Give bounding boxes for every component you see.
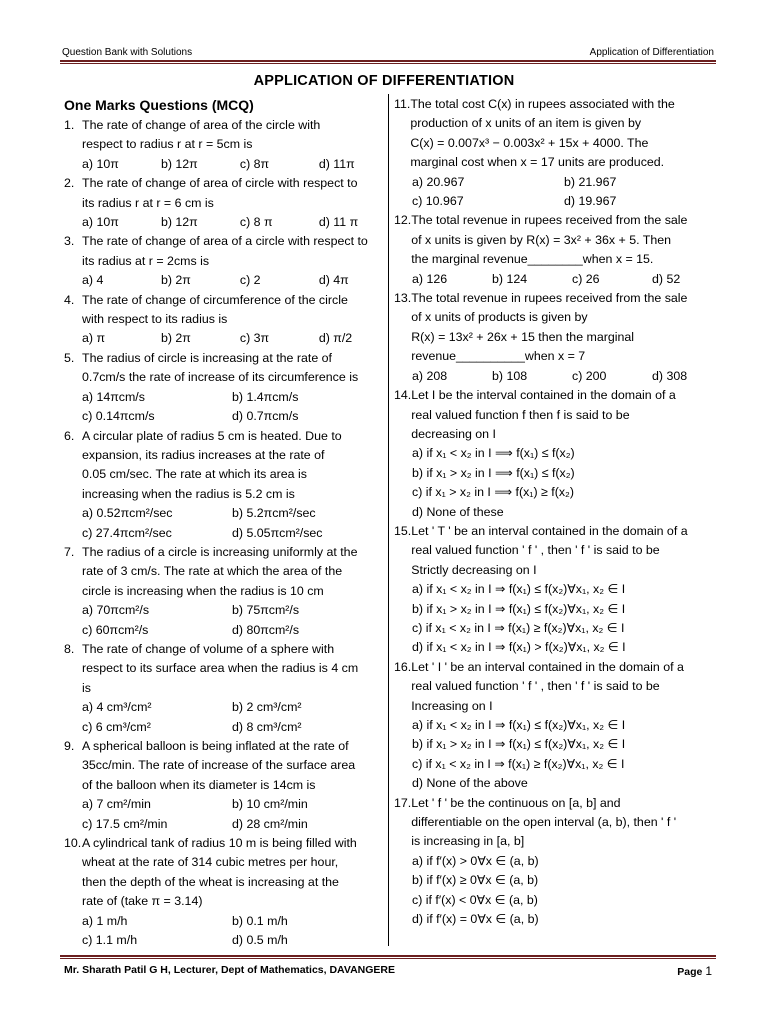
answer-option: d) 308: [652, 368, 688, 383]
question-line: marginal cost when x = 17 units are produced.: [410, 155, 665, 170]
answer-option: b) 108: [492, 368, 528, 383]
question-line: expansion, its radius increases at the rate of: [82, 447, 325, 462]
answer-option: d) 0.7πcm/s: [232, 409, 299, 424]
footer-rule-thin: [60, 958, 716, 959]
answer-option: c) 2: [239, 273, 261, 288]
question-item: [64, 834, 382, 950]
question-line: wheat at the rate of 314 cubic metres per hour,: [82, 855, 339, 870]
question-list-left: [64, 116, 382, 950]
question-line: differentiable on the open interval (a, b), then ' f ': [411, 815, 677, 830]
question-list-right: [394, 95, 716, 929]
answer-option: d) 4π: [318, 273, 349, 288]
question-text: [82, 174, 382, 213]
option-list: [394, 716, 716, 794]
question-line: is increasing in [a, b]: [411, 834, 525, 849]
answer-option: c) 6 cm³/cm²: [82, 719, 151, 734]
question-line: circle is increasing when the radius is 10 cm: [82, 583, 324, 598]
answer-option: c) 8 π: [239, 215, 273, 230]
question-text: [82, 737, 382, 795]
option-grid: [64, 912, 382, 951]
header-rule-thin: [60, 63, 716, 64]
answer-option: d) 8 cm³/cm²: [232, 719, 302, 734]
answer-option: c) 26: [572, 271, 600, 286]
answer-option: c) 27.4πcm²/sec: [82, 525, 172, 540]
option-list: [394, 444, 716, 522]
question-line: decreasing on I: [411, 426, 496, 441]
option-grid: [64, 504, 382, 543]
question-text: [82, 291, 382, 330]
question-line: then the depth of the wheat is increasing at the: [82, 874, 339, 889]
answer-option: d) 11π: [318, 156, 355, 171]
answer-option: d) None of the above: [412, 776, 528, 791]
question-line: A circular plate of radius 5 cm is heated. Due to: [82, 428, 342, 443]
question-number: 13.: [394, 291, 412, 306]
question-line: increasing when the radius is 5.2 cm is: [82, 486, 295, 501]
option-grid: [64, 388, 382, 427]
page-title: APPLICATION OF DIFFERENTIATION: [253, 73, 515, 89]
question-number: 5.: [64, 350, 75, 365]
answer-option: d) 0.5 m/h: [232, 933, 288, 948]
question-line: real valued function ' f ' , then ' f ' is said to be: [411, 679, 660, 694]
question-text: [410, 95, 716, 173]
answer-option: d) 80πcm²/s: [232, 622, 300, 637]
answer-option: b) 124: [492, 271, 528, 286]
question-item: [394, 386, 716, 522]
question-text: [411, 522, 716, 580]
question-line: of x units of products is given by: [411, 310, 588, 325]
question-line: the marginal revenue________when x = 15.: [411, 252, 654, 267]
question-stem: [394, 95, 716, 173]
answer-option: b) 1.4πcm/s: [232, 389, 299, 404]
question-item: [64, 349, 382, 427]
answer-option: b) if x₁ > x₂ in I ⇒ f(x₁) ≤ f(x₂)∀x₁, x₂ ∈ I: [412, 601, 626, 616]
question-text: [82, 834, 382, 912]
question-stem: [394, 386, 716, 444]
question-line: The radius of circle is increasing at the rate of: [82, 350, 332, 365]
answer-option: b) 12π: [160, 156, 198, 171]
left-column: [64, 95, 382, 950]
answer-option: c) 8π: [239, 156, 270, 171]
question-line: real valued function ' f ' , then ' f ' is said to be: [411, 543, 660, 558]
question-line: The total cost C(x) in rupees associated with the: [410, 97, 675, 111]
answer-option: d) 5.05πcm²/sec: [232, 525, 323, 540]
answer-option: a) 1 m/h: [82, 913, 128, 928]
answer-option: d) 28 cm²/min: [232, 816, 308, 831]
header-right: Application of Differentiation: [589, 47, 714, 58]
question-line: Let I be the interval contained in the domain of a: [411, 388, 676, 403]
question-line: respect to radius r at r = 5cm is: [82, 137, 253, 152]
answer-option: b) 5.2πcm²/sec: [232, 506, 316, 521]
header-rule: [60, 60, 716, 62]
answer-option: a) 4: [82, 273, 104, 288]
answer-option: c) if x₁ < x₂ in I ⇒ f(x₁) ≥ f(x₂)∀x₁, x₂ ∈ I: [412, 620, 625, 635]
option-row: [394, 270, 716, 289]
question-text: [411, 211, 716, 269]
question-item: [394, 211, 716, 289]
question-stem: [64, 174, 382, 213]
answer-option: b) if x₁ > x₂ in I ⇒ f(x₁) ≤ f(x₂)∀x₁, x₂ ∈ I: [412, 737, 626, 752]
page-number-value: 1: [705, 964, 712, 978]
answer-option: b) 0.1 m/h: [232, 913, 288, 928]
question-number: 14.: [394, 388, 412, 403]
answer-option: d) 11 π: [318, 215, 359, 230]
option-list: [394, 852, 716, 930]
question-stem: [394, 658, 716, 716]
question-number: 10.: [64, 836, 82, 851]
answer-option: a) if f′(x) > 0∀x ∈ (a, b): [412, 853, 539, 868]
question-line: Let ' I ' be an interval contained in the domain of a: [411, 659, 684, 674]
question-line: A spherical balloon is being inflated at the rate of: [82, 739, 349, 753]
answer-option: d) 52: [652, 271, 681, 286]
question-line: 0.7cm/s the rate of increase of its circumference is: [82, 370, 359, 385]
question-item: [394, 658, 716, 794]
answer-option: a) 10π: [82, 215, 119, 230]
page-number: [677, 964, 712, 978]
question-line: Increasing on I: [411, 698, 493, 713]
answer-option: a) 126: [412, 271, 448, 286]
question-line: Let ' f ' be the continuous on [a, b] and: [411, 795, 621, 810]
answer-option: a) 70πcm²/s: [82, 603, 150, 618]
question-text: [82, 349, 382, 388]
question-text: [411, 289, 716, 367]
question-text: [411, 794, 716, 852]
question-number: 4.: [64, 292, 75, 307]
answer-option: b) 12π: [160, 215, 198, 230]
option-grid: [64, 601, 382, 640]
answer-option: c) 200: [572, 368, 607, 383]
question-number: 6.: [64, 428, 75, 443]
question-line: The rate of change of area of circle with respect to: [82, 176, 358, 191]
answer-option: a) 10π: [82, 156, 119, 171]
question-line: real valued function f then f is said to be: [411, 407, 630, 422]
question-number: 16.: [394, 659, 412, 674]
question-item: [64, 427, 382, 543]
question-line: R(x) = 13x² + 26x + 15 then the marginal: [411, 329, 635, 344]
answer-option: a) 4 cm³/cm²: [82, 700, 152, 715]
question-line: its radius r at r = 6 cm is: [82, 195, 214, 210]
question-line: production of x units of an item is given by: [410, 116, 642, 131]
question-number: 1.: [64, 118, 75, 132]
option-grid: [64, 795, 382, 834]
answer-option: b) 10 cm²/min: [232, 797, 308, 812]
question-line: 0.05 cm/sec. The rate at which its area is: [82, 467, 307, 482]
question-text: [411, 386, 716, 444]
answer-option: a) 0.52πcm²/sec: [82, 506, 173, 521]
option-list: [394, 580, 716, 658]
answer-option: a) 14πcm/s: [82, 389, 145, 404]
question-item: [64, 737, 382, 834]
question-stem: [64, 427, 382, 505]
answer-option: a) if x₁ < x₂ in I ⇒ f(x₁) ≤ f(x₂)∀x₁, x₂ ∈ I: [412, 718, 626, 732]
answer-option: b) 2 cm³/cm²: [232, 700, 302, 715]
question-stem: [64, 737, 382, 795]
question-line: respect to its surface area when the radius is 4 cm: [82, 661, 359, 676]
question-stem: [64, 543, 382, 601]
question-line: 35cc/min. The rate of increase of the surface area: [82, 758, 356, 773]
question-stem: [64, 640, 382, 698]
footer-author: Mr. Sharath Patil G H, Lecturer, Dept of Mathematics, DAVANGERE: [64, 964, 396, 976]
question-stem: [394, 289, 716, 367]
page-footer: [64, 964, 712, 978]
question-item: [64, 543, 382, 640]
question-number: 2.: [64, 176, 75, 191]
question-line: The rate of change of circumference of the circle: [82, 292, 348, 307]
question-number: 17.: [394, 795, 412, 810]
question-line: The rate of change of area of a circle with respect to: [82, 234, 368, 249]
answer-option: c) 3π: [239, 331, 270, 346]
answer-option: a) if x₁ < x₂ in I ⇒ f(x₁) ≤ f(x₂)∀x₁, x₂ ∈ I: [412, 582, 626, 597]
answer-option: a) 7 cm²/min: [82, 797, 151, 812]
answer-option: c) 17.5 cm²/min: [82, 816, 168, 831]
question-line: The rate of change of volume of a sphere with: [82, 641, 335, 656]
question-line: rate of 3 cm/s. The rate at which the area of the: [82, 564, 343, 579]
question-item: [394, 289, 716, 386]
question-text: [82, 116, 382, 155]
answer-option: b) if x₁ > x₂ in I ⟹ f(x₁) ≤ f(x₂): [412, 465, 575, 480]
option-row: [64, 155, 382, 174]
question-line: is: [82, 680, 91, 695]
question-stem: [64, 291, 382, 330]
question-text: [82, 427, 382, 505]
answer-option: c) if x₁ > x₂ in I ⟹ f(x₁) ≥ f(x₂): [412, 485, 574, 500]
footer-rule: [60, 955, 716, 957]
question-item: [394, 95, 716, 211]
answer-option: d) if f′(x) = 0∀x ∈ (a, b): [412, 912, 539, 927]
right-column: [394, 95, 716, 929]
question-number: 8.: [64, 641, 75, 656]
option-row: [64, 329, 382, 348]
page-header: [62, 44, 714, 58]
question-line: Let ' T ' be an interval contained in the domain of a: [411, 523, 688, 538]
question-item: [64, 291, 382, 349]
question-text: [82, 640, 382, 698]
column-divider: [388, 94, 389, 946]
option-row: [64, 271, 382, 290]
answer-option: a) 208: [412, 368, 448, 383]
question-line: C(x) = 0.007x³ − 0.003x² + 15x + 4000. The: [410, 135, 649, 150]
question-text: [82, 543, 382, 601]
answer-option: d) None of these: [412, 504, 504, 519]
answer-option: c) 60πcm²/s: [82, 622, 149, 637]
question-number: 9.: [64, 739, 75, 753]
question-number: 15.: [394, 523, 412, 538]
answer-option: c) if f′(x) < 0∀x ∈ (a, b): [412, 892, 538, 907]
question-stem: [64, 834, 382, 912]
answer-option: c) 0.14πcm/s: [82, 409, 155, 424]
header-left: Question Bank with Solutions: [62, 47, 193, 58]
question-line: revenue__________when x = 7: [411, 349, 586, 364]
question-stem: [394, 522, 716, 580]
question-number: 7.: [64, 544, 75, 559]
question-line: of the balloon when its diameter is 14cm is: [82, 777, 316, 792]
question-line: The total revenue in rupees received from the sale: [411, 291, 688, 306]
answer-option: c) 1.1 m/h: [82, 933, 138, 948]
question-text: [411, 658, 716, 716]
answer-option: d) π/2: [318, 331, 353, 346]
question-item: [64, 232, 382, 290]
question-text: [82, 232, 382, 271]
answer-option: b) 75πcm²/s: [232, 603, 300, 618]
answer-option: b) 2π: [160, 273, 191, 288]
question-line: with respect to its radius is: [82, 312, 228, 327]
question-line: A cylindrical tank of radius 10 m is being filled with: [82, 836, 357, 851]
question-item: [394, 794, 716, 930]
question-stem: [64, 349, 382, 388]
answer-option: a) 20.967: [412, 174, 465, 189]
question-stem: [394, 211, 716, 269]
option-grid: [64, 698, 382, 737]
answer-option: b) if f′(x) ≥ 0∀x ∈ (a, b): [412, 873, 539, 888]
answer-option: a) if x₁ < x₂ in I ⟹ f(x₁) ≤ f(x₂): [412, 446, 575, 461]
question-number: 12.: [394, 213, 412, 228]
section-title: One Marks Questions (MCQ): [64, 97, 254, 113]
question-number: 3.: [64, 234, 75, 249]
question-stem: [64, 232, 382, 271]
answer-option: a) π: [82, 331, 106, 346]
question-line: The radius of a circle is increasing uniformly at the: [82, 544, 358, 559]
answer-option: d) 19.967: [564, 194, 617, 209]
question-line: of x units is given by R(x) = 3x² + 36x + 5. Then: [411, 232, 671, 247]
question-line: rate of (take π = 3.14): [82, 894, 203, 909]
option-grid: [394, 173, 716, 212]
answer-option: b) 21.967: [564, 174, 617, 189]
question-line: Strictly decreasing on I: [411, 562, 537, 577]
question-number: 11.: [394, 97, 411, 111]
answer-option: c) 10.967: [412, 194, 464, 209]
question-line: its radius at r = 2cms is: [82, 253, 210, 268]
question-line: The rate of change of area of the circle with: [82, 118, 321, 132]
question-stem: [64, 116, 382, 155]
answer-option: d) if x₁ < x₂ in I ⇒ f(x₁) > f(x₂)∀x₁, x₂ ∈ I: [412, 640, 626, 655]
page-label: Page: [677, 966, 703, 978]
question-stem: [394, 794, 716, 852]
question-item: [394, 522, 716, 658]
answer-option: b) 2π: [160, 331, 191, 346]
question-item: [64, 640, 382, 737]
answer-option: c) if x₁ < x₂ in I ⇒ f(x₁) ≥ f(x₂)∀x₁, x₂ ∈ I: [412, 756, 625, 771]
option-row: [394, 367, 716, 386]
option-row: [64, 213, 382, 232]
question-item: [64, 116, 382, 174]
question-line: The total revenue in rupees received from the sale: [411, 213, 688, 228]
question-item: [64, 174, 382, 232]
